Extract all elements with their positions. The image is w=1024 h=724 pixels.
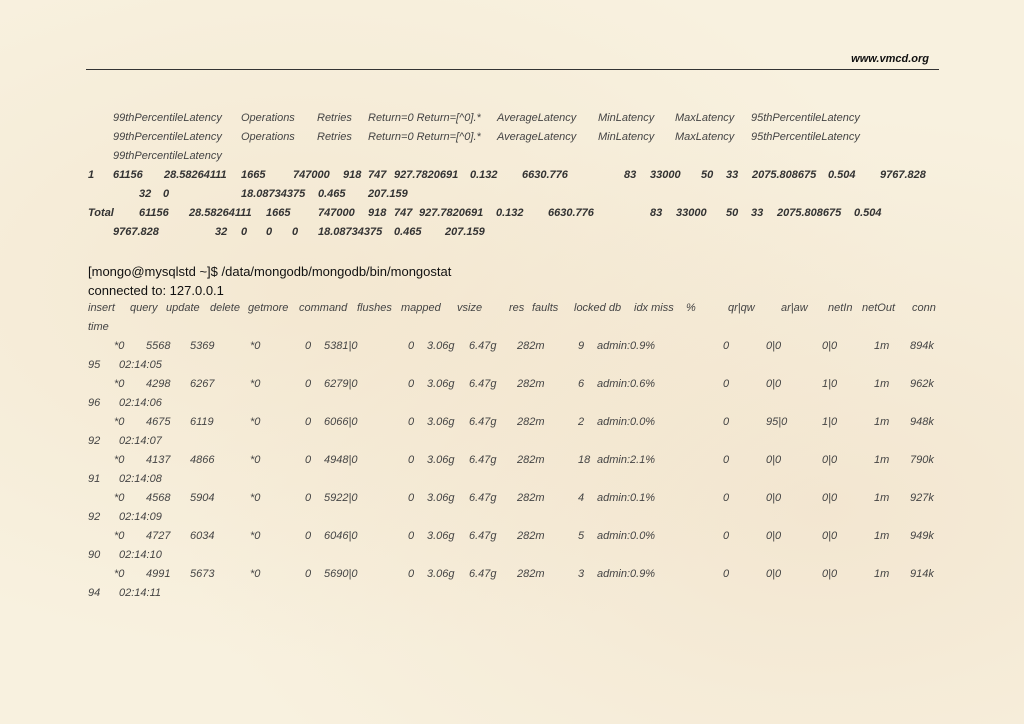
ycsb-header-col: AverageLatency [497, 112, 577, 124]
ycsb-total-cell: Total [88, 207, 114, 219]
mongostat-cell: 4866 [190, 454, 215, 466]
mongostat-cell: 02:14:07 [119, 435, 162, 447]
ycsb-total-cell: 207.159 [445, 226, 485, 238]
mongostat-cell: 790k [910, 454, 934, 466]
ycsb-row-cell: 1665 [241, 169, 266, 181]
mongostat-cell: 282m [517, 568, 545, 580]
ycsb-row-cell: 747 [368, 169, 387, 181]
mongostat-cell: *0 [250, 340, 261, 352]
mongostat-cell: admin:0.0% [597, 416, 656, 428]
mongostat-cell: *0 [114, 454, 125, 466]
ycsb-total-cell: 6630.776 [548, 207, 594, 219]
mongostat-cell: 0|0 [822, 492, 838, 504]
ycsb-row-cell: 918 [343, 169, 362, 181]
ycsb-row-cell: 927.7820691 [394, 169, 459, 181]
mongostat-cell: admin:0.9% [597, 568, 656, 580]
mongostat-cell: 6267 [190, 378, 215, 390]
ycsb-row-cell: 50 [701, 169, 714, 181]
mongostat-header: query [130, 302, 158, 314]
mongostat-cell: *0 [114, 530, 125, 542]
ycsb-header-col: 95thPercentileLatency [751, 112, 860, 124]
site-url: www.vmcd.org [851, 53, 929, 65]
mongostat-cell: 6.47g [469, 340, 497, 352]
ycsb-total-cell: 0 [241, 226, 248, 238]
mongostat-cell: 5904 [190, 492, 215, 504]
mongostat-cell: 0 [723, 530, 730, 542]
ycsb-header-col: Operations [241, 131, 295, 143]
ycsb-row-cell: 28.58264111 [164, 169, 227, 181]
mongostat-cell: 0 [408, 416, 415, 428]
mongostat-cell: 0|0 [822, 568, 838, 580]
ycsb-total-cell: 0.132 [496, 207, 524, 219]
ycsb-row-cell: 2075.808675 [752, 169, 817, 181]
mongostat-cell: 0 [408, 492, 415, 504]
mongostat-cell: *0 [114, 340, 125, 352]
mongostat-cell: 0 [408, 454, 415, 466]
mongostat-cell: 0|0 [822, 340, 838, 352]
mongostat-cell: 0 [305, 568, 312, 580]
mongostat-cell: 3.06g [427, 378, 455, 390]
ycsb-total-cell: 0.504 [854, 207, 882, 219]
mongostat-cell: 4991 [146, 568, 171, 580]
mongostat-header: delete [210, 302, 240, 314]
mongostat-cell: 3.06g [427, 416, 455, 428]
ycsb-row-cell: 0.504 [828, 169, 856, 181]
ycsb-total-cell: 0.465 [394, 226, 422, 238]
mongostat-cell: admin:0.0% [597, 530, 656, 542]
mongostat-cell: 94 [88, 587, 101, 599]
mongostat-cell: 0|0 [822, 454, 838, 466]
mongostat-cell: 0 [723, 340, 730, 352]
mongostat-cell: 0 [305, 378, 312, 390]
mongostat-cell: 6.47g [469, 378, 497, 390]
mongostat-cell: 1m [874, 492, 890, 504]
ycsb-total-cell: 33 [751, 207, 764, 219]
mongostat-cell: 3.06g [427, 454, 455, 466]
mongostat-header: getmore [248, 302, 289, 314]
mongostat-cell: 914k [910, 568, 934, 580]
ycsb-row-cell: 33000 [650, 169, 681, 181]
mongostat-cell: 02:14:09 [119, 511, 162, 523]
mongostat-cell: 1m [874, 416, 890, 428]
mongostat-cell: 2 [578, 416, 585, 428]
mongostat-cell: 0|0 [766, 340, 782, 352]
mongostat-header: command [299, 302, 348, 314]
mongostat-cell: 5369 [190, 340, 215, 352]
mongostat-cell: *0 [250, 416, 261, 428]
ycsb-row-cell: 207.159 [368, 188, 408, 200]
mongostat-cell: 949k [910, 530, 934, 542]
mongostat-cell: 0|0 [766, 568, 782, 580]
ycsb-row-cell: 83 [624, 169, 637, 181]
mongostat-cell: 02:14:05 [119, 359, 162, 371]
mongostat-cell: 3.06g [427, 530, 455, 542]
mongostat-cell: 6.47g [469, 492, 497, 504]
ycsb-header-col: Operations [241, 112, 295, 124]
mongostat-cell: 0 [723, 454, 730, 466]
mongostat-header: % [686, 302, 696, 314]
mongostat-cell: 282m [517, 378, 545, 390]
ycsb-header-col: MaxLatency [675, 112, 735, 124]
mongostat-header: locked db [574, 302, 622, 314]
mongostat-cell: 282m [517, 492, 545, 504]
mongostat-header: res [509, 302, 525, 314]
mongostat-cell: 4568 [146, 492, 171, 504]
mongostat-cell: 95|0 [766, 416, 788, 428]
ycsb-total-cell: 2075.808675 [777, 207, 842, 219]
ycsb-row-cell: 747000 [293, 169, 330, 181]
mongostat-cell: 6119 [190, 416, 214, 428]
mongostat-cell: 282m [517, 454, 545, 466]
mongostat-cell: 0 [305, 530, 312, 542]
mongostat-cell: *0 [114, 378, 125, 390]
mongostat-header: update [166, 302, 200, 314]
mongostat-cell: 6.47g [469, 416, 497, 428]
mongostat-cell: 1m [874, 530, 890, 542]
mongostat-cell: 894k [910, 340, 934, 352]
shell-command: [mongo@mysqlstd ~]$ /data/mongodb/mongodb/bin/mongostat [88, 264, 452, 279]
mongostat-cell: 5568 [146, 340, 171, 352]
mongostat-cell: admin:2.1% [597, 454, 656, 466]
mongostat-header: ar|aw [781, 302, 808, 314]
mongostat-cell: 6 [578, 378, 585, 390]
mongostat-cell: *0 [250, 492, 261, 504]
mongostat-cell: 0 [408, 568, 415, 580]
ycsb-total-cell: 0 [266, 226, 273, 238]
mongostat-cell: admin:0.9% [597, 340, 656, 352]
mongostat-cell: 0|0 [822, 530, 838, 542]
mongostat-cell: 4 [578, 492, 585, 504]
ycsb-row-cell: 0 [163, 188, 170, 200]
mongostat-cell: *0 [250, 454, 261, 466]
mongostat-cell: 0 [305, 492, 312, 504]
mongostat-cell: 0 [305, 454, 312, 466]
ycsb-row-cell: 1 [88, 169, 95, 181]
ycsb-header-col: MinLatency [598, 131, 655, 143]
mongostat-cell: 0 [305, 416, 312, 428]
ycsb-total-cell: 747 [394, 207, 413, 219]
ycsb-row-cell: 32 [139, 188, 152, 200]
mongostat-cell: 4727 [146, 530, 171, 542]
ycsb-header-col: Retries [317, 112, 352, 124]
mongostat-cell: 0 [408, 530, 415, 542]
mongostat-cell: 95 [88, 359, 101, 371]
ycsb-header-col: AverageLatency [497, 131, 577, 143]
ycsb-row-cell: 6630.776 [522, 169, 568, 181]
mongostat-cell: 5673 [190, 568, 215, 580]
mongostat-cell: 5690|0 [324, 568, 358, 580]
ycsb-header-col: 99thPercentileLatency [113, 150, 222, 162]
mongostat-cell: 6.47g [469, 454, 497, 466]
mongostat-cell: *0 [250, 530, 261, 542]
mongostat-cell: admin:0.6% [597, 378, 656, 390]
mongostat-cell: 18 [578, 454, 591, 466]
ycsb-total-cell: 1665 [266, 207, 291, 219]
mongostat-cell: 4948|0 [324, 454, 358, 466]
mongostat-cell: 02:14:11 [119, 587, 162, 599]
ycsb-total-cell: 18.08734375 [318, 226, 383, 238]
ycsb-total-cell: 747000 [318, 207, 355, 219]
mongostat-header: netOut [862, 302, 896, 314]
ycsb-total-cell: 0 [292, 226, 299, 238]
ycsb-header-col: 95thPercentileLatency [751, 131, 860, 143]
mongostat-cell: 4675 [146, 416, 171, 428]
mongostat-cell: 96 [88, 397, 101, 409]
mongostat-header: faults [532, 302, 559, 314]
ycsb-header-col: MinLatency [598, 112, 655, 124]
ycsb-header-col: MaxLatency [675, 131, 735, 143]
ycsb-total-cell: 918 [368, 207, 387, 219]
mongostat-cell: 0|0 [766, 454, 782, 466]
ycsb-row-cell: 9767.828 [880, 169, 926, 181]
mongostat-cell: 1m [874, 568, 890, 580]
mongostat-cell: *0 [114, 416, 125, 428]
mongostat-cell: 3.06g [427, 340, 455, 352]
mongostat-cell: 02:14:10 [119, 549, 162, 561]
mongostat-cell: 9 [578, 340, 585, 352]
ycsb-total-cell: 28.58264111 [189, 207, 252, 219]
mongostat-header: vsize [457, 302, 483, 314]
mongostat-cell: admin:0.1% [597, 492, 656, 504]
mongostat-cell: 5 [578, 530, 585, 542]
ycsb-header-col: 99thPercentileLatency [113, 112, 222, 124]
mongostat-header: idx miss [634, 302, 674, 314]
mongostat-cell: 4137 [146, 454, 171, 466]
ycsb-row-cell: 0.132 [470, 169, 498, 181]
mongostat-cell: 6.47g [469, 568, 497, 580]
ycsb-row-cell: 61156 [113, 169, 143, 181]
ycsb-row-cell: 0.465 [318, 188, 346, 200]
mongostat-cell: 282m [517, 416, 545, 428]
mongostat-cell: 3 [578, 568, 585, 580]
ycsb-header-col: Retries [317, 131, 352, 143]
mongostat-cell: 0 [408, 378, 415, 390]
ycsb-total-cell: 61156 [139, 207, 169, 219]
mongostat-cell: 1|0 [822, 416, 838, 428]
mongostat-cell: 6034 [190, 530, 215, 542]
connected-line: connected to: 127.0.0.1 [88, 283, 224, 298]
mongostat-cell: 4298 [146, 378, 171, 390]
mongostat-cell: 0|0 [766, 530, 782, 542]
mongostat-cell: 0 [723, 378, 730, 390]
mongostat-cell: 0|0 [766, 492, 782, 504]
ycsb-row-cell: 33 [726, 169, 739, 181]
mongostat-cell: 6066|0 [324, 416, 358, 428]
mongostat-cell: 5922|0 [324, 492, 358, 504]
mongostat-cell: 282m [517, 340, 545, 352]
mongostat-header: mapped [401, 302, 441, 314]
mongostat-cell: *0 [250, 378, 261, 390]
mongostat-header: flushes [357, 302, 392, 314]
mongostat-cell: 5381|0 [324, 340, 358, 352]
ycsb-total-cell: 32 [215, 226, 228, 238]
mongostat-header: conn [912, 302, 936, 314]
mongostat-cell: 1m [874, 340, 890, 352]
mongostat-header: time [88, 321, 109, 333]
mongostat-cell: 0 [723, 416, 730, 428]
ycsb-total-cell: 50 [726, 207, 739, 219]
mongostat-cell: 1m [874, 454, 890, 466]
ycsb-total-cell: 927.7820691 [419, 207, 484, 219]
mongostat-cell: 6.47g [469, 530, 497, 542]
mongostat-cell: 91 [88, 473, 101, 485]
mongostat-cell: 3.06g [427, 568, 455, 580]
ycsb-header-col: 99thPercentileLatency [113, 131, 222, 143]
ycsb-row-cell: 18.08734375 [241, 188, 306, 200]
mongostat-cell: 90 [88, 549, 101, 561]
ycsb-total-cell: 9767.828 [113, 226, 159, 238]
mongostat-cell: 0 [305, 340, 312, 352]
mongostat-cell: 6279|0 [324, 378, 358, 390]
mongostat-cell: 0 [723, 568, 730, 580]
mongostat-cell: 927k [910, 492, 934, 504]
mongostat-cell: 92 [88, 511, 101, 523]
ycsb-header-col: Return=0 Return=[^0].* [368, 131, 481, 143]
ycsb-total-cell: 83 [650, 207, 663, 219]
mongostat-cell: 1|0 [822, 378, 838, 390]
mongostat-header: qr|qw [728, 302, 755, 314]
mongostat-cell: 02:14:08 [119, 473, 162, 485]
mongostat-header: netIn [828, 302, 853, 314]
mongostat-cell: 0|0 [766, 378, 782, 390]
mongostat-cell: 0 [408, 340, 415, 352]
mongostat-cell: *0 [114, 492, 125, 504]
mongostat-cell: 948k [910, 416, 934, 428]
mongostat-header: insert [88, 302, 115, 314]
ycsb-header-col: Return=0 Return=[^0].* [368, 112, 481, 124]
mongostat-cell: 6046|0 [324, 530, 358, 542]
mongostat-cell: 92 [88, 435, 101, 447]
mongostat-cell: *0 [250, 568, 261, 580]
mongostat-cell: 02:14:06 [119, 397, 162, 409]
ycsb-total-cell: 33000 [676, 207, 707, 219]
mongostat-cell: 282m [517, 530, 545, 542]
mongostat-cell: 962k [910, 378, 934, 390]
mongostat-cell: 3.06g [427, 492, 455, 504]
mongostat-cell: *0 [114, 568, 125, 580]
header-rule [86, 69, 939, 70]
mongostat-cell: 0 [723, 492, 730, 504]
mongostat-cell: 1m [874, 378, 890, 390]
